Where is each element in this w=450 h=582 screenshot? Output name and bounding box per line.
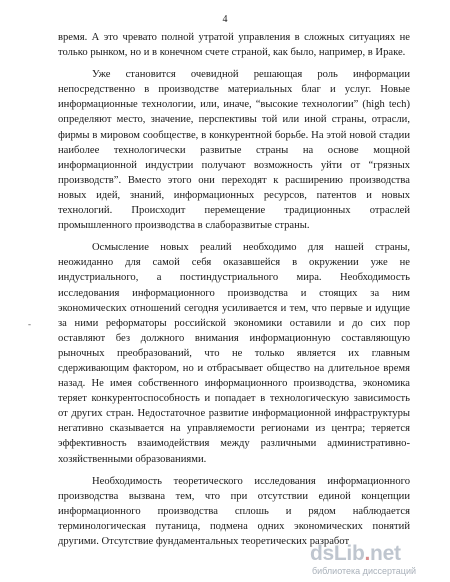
paragraph-3: Осмысление новых реалий необходимо для нашей страны, неожиданно для самой себя оказавшейся в окружении уже не индустриального, а постиндустриального мира. Необходимость исследования информационного производства и стоящих за ним экономических отношений сегодня усиливается и тем, что первые и идущие за ними реформаторы российской экономики оставили и до сих пор оставляют без должного внимания информационную составляющую рыночных преобразований, что не только является их главным сдерживающим фактором, но и отбрасывает общество на длительное время назад. Не имея собственного информационного производства, экономика теряет конкурентоспособность и попадает в технологическую зависимость от других стран. Недостаточное развитие информационной инфраструктуры негативно сказывается на управляемости регионами из центра; теряется эффективность взаимодействия между различными административно-хозяйственными образованиями. [58, 242, 410, 465]
watermark-logo-text: dsLib.net [310, 542, 401, 565]
watermark-subtitle: библиотека диссертаций [312, 566, 417, 576]
paragraph-4: Необходимость теоретического исследования информационного производства вызвана тем, что при отсутствии единой концепции информационного производства сплошь и рядом наблюдается терминологическая путаница, подмена одних экономических понятий другими. Отсутствие фундаментальных теоретических разработ [58, 475, 410, 547]
body-text [58, 30, 410, 549]
paragraph-2: Уже становится очевидной решающая роль информации непосредственно в производстве материальных благ и услуг. Новые информационные технологии, или, иначе, “высокие технологии” (high tech) определяют место, значение, перспективы той или иной страны, отрасли, фирмы в мировом сообществе, в конкурентной борьбе. На этой новой стадии наиболее технологически развитые страны на основе мощной информационной индустрии получают возможность уйти от “грязных производств”. Вместо этого они переходят к расширению производства новых идей, знаний, информационных ресурсов, патентов и новых технологий. Происходит перемещение традиционных отраслей промышленного производства в слаборазвитые страны. [58, 69, 410, 232]
margin-mark: - [28, 319, 31, 329]
watermark-logo [310, 542, 442, 580]
paragraph-1: время. А это чревато полной утратой управления в сложных ситуациях не только рынком, но и в конечном счете страной, как было, например, в Ираке. [58, 32, 410, 59]
page-number: 4 [222, 14, 228, 25]
